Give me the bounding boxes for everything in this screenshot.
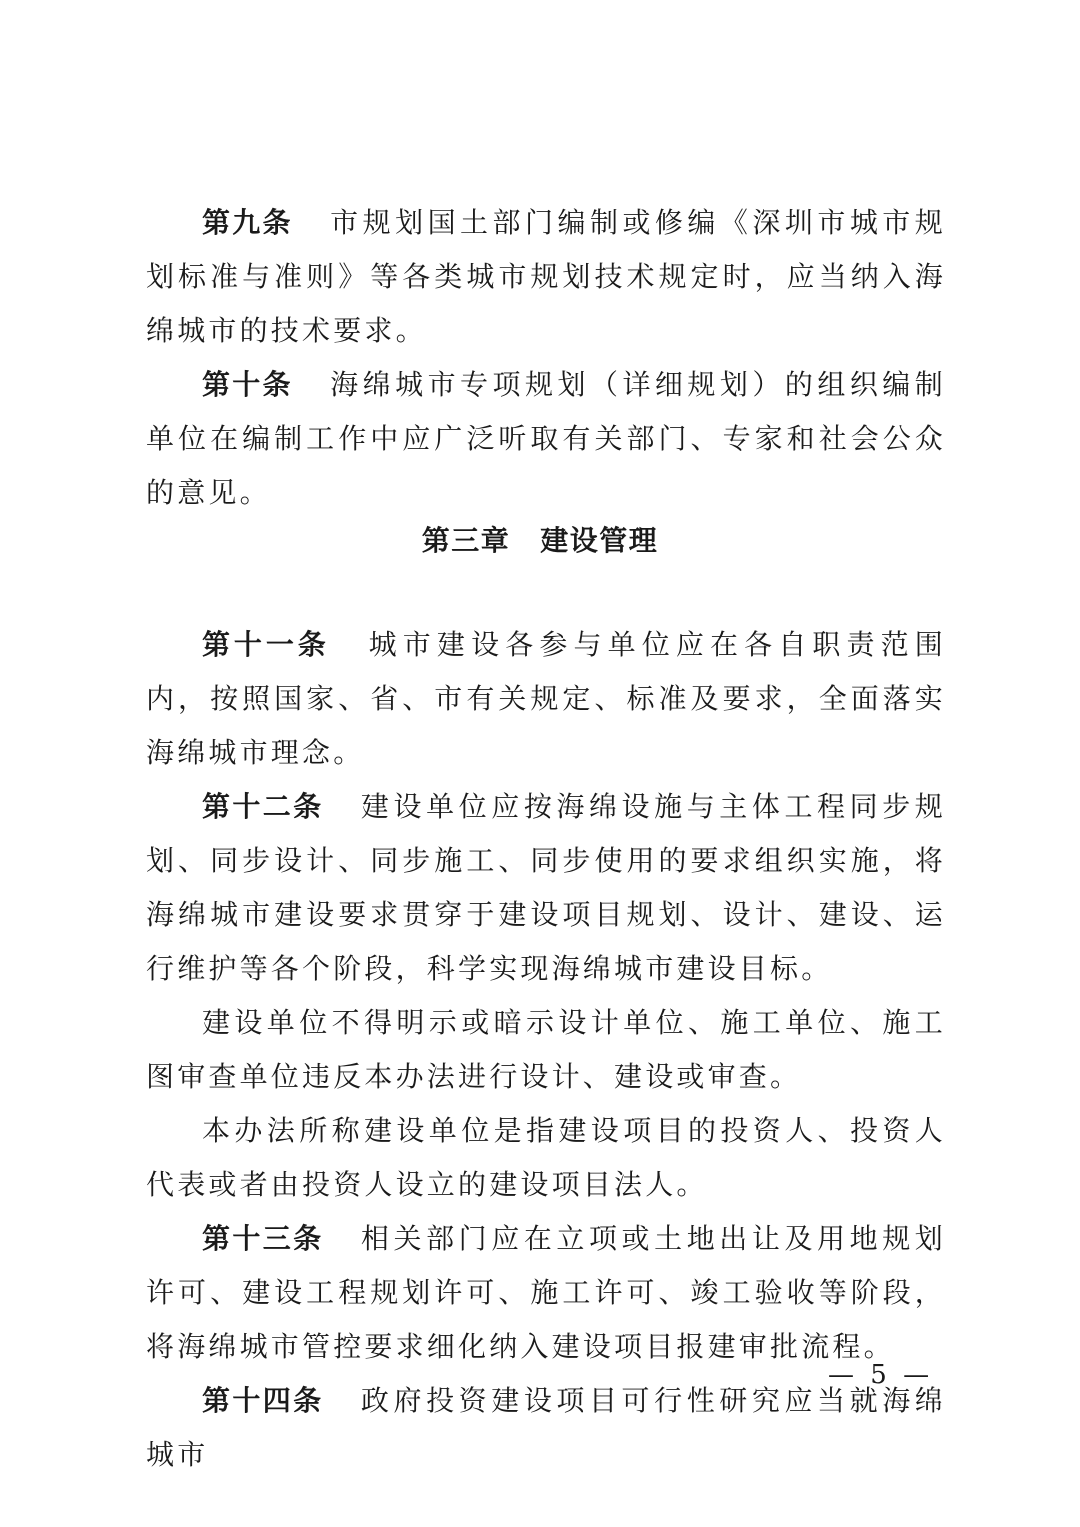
article-9 bbox=[146, 196, 946, 358]
article-text: 城市建设各参与单位应在各自职责范围内，按照国家、省、市有关规定、标准及要求，全面落实海绵城市理念。 bbox=[146, 628, 946, 769]
article-12-para-2 bbox=[146, 996, 946, 1104]
article-13 bbox=[146, 1212, 946, 1374]
chapter-number: 第三章 bbox=[421, 524, 511, 557]
article-label: 第十四条 bbox=[202, 1384, 324, 1417]
article-text: 政府投资建设项目可行性研究应当就海绵城市 bbox=[146, 1384, 946, 1471]
article-label: 第十二条 bbox=[202, 790, 324, 823]
article-text: 市规划国土部门编制或修编《深圳市城市规划标准与准则》等各类城市规划技术规定时，应当纳入海绵城市的技术要求。 bbox=[146, 206, 946, 347]
article-12 bbox=[146, 780, 946, 996]
article-14 bbox=[146, 1374, 946, 1482]
article-10 bbox=[146, 358, 946, 520]
article-text: 建设单位应按海绵设施与主体工程同步规划、同步设计、同步施工、同步使用的要求组织实施，将海绵城市建设要求贯穿于建设项目规划、设计、建设、运行维护等各个阶段，科学实现海绵城市建设目标。 bbox=[146, 790, 946, 985]
page-number: — 5 — bbox=[828, 1360, 934, 1390]
paragraph-text: 建设单位不得明示或暗示设计单位、施工单位、施工图审查单位违反本办法进行设计、建设或审查。 bbox=[146, 1006, 946, 1093]
article-label: 第九条 bbox=[202, 206, 293, 239]
article-11 bbox=[146, 618, 946, 780]
articles-bottom bbox=[146, 618, 946, 1482]
article-12-para-3 bbox=[146, 1104, 946, 1212]
chapter-title: 建设管理 bbox=[540, 524, 659, 557]
paragraph-text: 本办法所称建设单位是指建设项目的投资人、投资人代表或者由投资人设立的建设项目法人。 bbox=[146, 1114, 946, 1201]
article-label: 第十三条 bbox=[202, 1222, 324, 1255]
article-text: 相关部门应在立项或土地出让及用地规划许可、建设工程规划许可、施工许可、竣工验收等阶段，将海绵城市管控要求细化纳入建设项目报建审批流程。 bbox=[146, 1222, 946, 1363]
article-label: 第十一条 bbox=[202, 628, 330, 661]
article-text: 海绵城市专项规划（详细规划）的组织编制单位在编制工作中应广泛听取有关部门、专家和社会公众的意见。 bbox=[146, 368, 946, 509]
article-label: 第十条 bbox=[202, 368, 293, 401]
chapter-heading bbox=[0, 514, 1080, 568]
articles-top bbox=[146, 196, 946, 520]
